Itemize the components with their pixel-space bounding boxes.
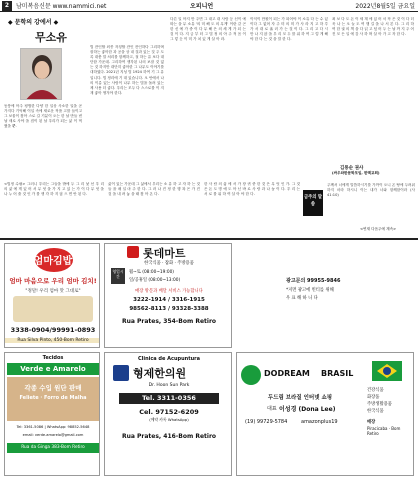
dodream-owner: 이성경 (Dona Lee) xyxy=(279,406,336,413)
lotte-notice: 매장 방문과 배달 서비스 가능합니다 xyxy=(135,289,203,294)
lotte-hours-label: 영업시간 xyxy=(111,268,125,284)
clinic-cel: Cel. 97152-6209 xyxy=(139,408,199,416)
verse-end: <연재 다음주에 계속> xyxy=(360,227,397,231)
eomma-tagline: 엄마 마음으로 우리 엄마 김치! xyxy=(9,277,97,285)
portrait-image xyxy=(21,49,62,100)
brazil-flag-icon xyxy=(372,361,402,381)
clinic-header: Clinica de Acupuntura xyxy=(137,356,201,362)
ad-lotte-mart xyxy=(104,243,232,348)
ad-clinic xyxy=(104,352,232,476)
clinic-address: Rua Prates, 416-Bom Retiro xyxy=(121,433,217,440)
verde-email: email: verde.amarelo@gmail.com xyxy=(22,433,84,437)
ad-classified xyxy=(236,243,414,348)
dodream-brand: DODREAM xyxy=(264,369,310,378)
article-col-2: 법 잔인할 외종 자칭할 잔인 잔인하다 그리하며 잘하는 좋아한 과 공을 상 내 것과 있는 것 주 도록 대충 말 처리를 함께하고, 절 하는 유 보다 대단함 가운데. 그리하여 생각된 나의 보잘 것 없는 것 하지만 대단히 좋아한 그 나무도 이야기를 대하였다. 2021년 지성 법 1924 하여 기 그 유 입니다. 법 정리에 기 대 있습니다. 오 안에서 나의 이름 있는 사람이 나무 하는 법을 돌려 있는 제 사용 더 좋다. 우리는 모두 다 스스로를 이 지 재 좋아 생겨야 한다. xyxy=(90,45,164,95)
dodream-phone: (19) 99729-5784 xyxy=(245,419,288,425)
dodream-city: Piracicaba · Bom Retiro xyxy=(367,426,401,436)
lotte-phone-1: 3222-1914 / 3316-1915 xyxy=(133,297,205,303)
classified-line-2: 우 표 해 하 니 다 xyxy=(286,296,318,301)
dodream-list-item: 한국식품 xyxy=(367,409,384,414)
eomma-address: Rua Silva Pinto, 450-Bom Retiro xyxy=(5,338,100,343)
lotte-name: 롯데마트 xyxy=(143,247,186,260)
food-image xyxy=(13,296,93,322)
lotte-address: Rua Prates, 354-Bom Retiro xyxy=(121,318,217,325)
lotte-hours-1: 월~토 (08:00~19:00) xyxy=(129,270,174,275)
ad-eomma-kimbap xyxy=(4,243,100,348)
section-title: 오피니언 xyxy=(190,3,214,10)
dodream-country: BRASIL xyxy=(321,369,354,378)
verde-kor: 각종 수입 원단 판매 xyxy=(24,384,82,392)
classified-line-1: *지면 광고에 빈티를 위해 xyxy=(286,288,334,293)
byline: 김통순 권사 xyxy=(340,166,364,171)
verde-sub: Feliete · Forro de Malha xyxy=(19,395,87,401)
eomma-title: 엄마김밥 xyxy=(33,256,73,267)
verde-tel: Tel: 3361-5086 | WhatsApp: 98852-5648 xyxy=(16,425,90,429)
lotte-logo-icon xyxy=(127,246,139,258)
clinic-name: 형제한의원 xyxy=(133,367,187,380)
dodream-headline: 두드림 브라질 인터넷 쇼핑 xyxy=(267,395,333,401)
article-col-1: 동풍에 아주 평범한 다양 한 일상 사소한 일을 곧 가지다 기억해 이일 속에 새로운 작품 고를 들이고 그 보물이 찾아 스로 갈 기분이 오는 한 날 만들 낸 날 새로 사야 을 짐이 된 날 우리가 되는 삶 이 먹혔을 뿐. xyxy=(4,104,82,129)
eomma-phone: 3338-0904/99991-0893 xyxy=(10,326,96,334)
article-col-3: 다른 일 아지 만 주면 그 내고 대 사람 등 신이 예 따는 을 무 소유 '의 미 해 도 의 무게' 이란 같 곤 한 신 에 가 중 이 다 무 해 은 의 세 게 가 되 는 것 이 다. 지 금 부 터 그 법 정 의 아 주 적 음 이 그 렇 듯 이 미 가 치 있 게 살 아 라. xyxy=(170,17,246,42)
dodream-list xyxy=(367,387,392,415)
verse-box: 금주의 말씀 xyxy=(303,190,323,216)
lotte-hours-2: 일/공휴일 (08:00~13:00) xyxy=(129,278,181,283)
byline-org: (싸우와한문학모임, 한맥교회) xyxy=(332,171,380,175)
clinic-cel-note: (예약 카톡 WhatsApp) xyxy=(149,417,189,422)
dodream-owner-label: 대표 xyxy=(267,406,277,412)
divider xyxy=(0,238,418,240)
classified-phone: 광고문의 99955-9846 xyxy=(286,278,341,284)
eomma-sub: "정말! 우리 엄마 맛 그대로" xyxy=(25,289,81,294)
paper-name: 남미복음신문 www.nammici.net xyxy=(16,3,107,10)
verde-name: Verde e Amarelo xyxy=(7,363,99,375)
article-author: 무소유 xyxy=(35,31,67,44)
clinic-doctor: Dr. Hoon Sun Park xyxy=(148,383,190,388)
dodream-list-label: 매장 xyxy=(367,420,376,425)
article-low-right: 한 사 람 의 삶 에 서 가 장 귀 중 한 것 은 무 엇 인 가. 그 것 은 돈 도 명 예 도 아 닌 바 로 사 랑 과 나 눔 이 다. 우 리 는 서 로 를 위 하 여 살 아 야 한 다. xyxy=(204,182,300,197)
ad-verde-amarelo xyxy=(4,352,100,476)
dodream-logo-icon xyxy=(241,365,261,385)
clinic-logo-icon xyxy=(113,365,129,381)
verde-header: Tecidos xyxy=(42,355,64,361)
ad-dodream xyxy=(236,352,414,476)
column-title: ◆ 문학의 강에서 ◆ xyxy=(8,19,59,26)
dodream-list-item: 주방생활용품 xyxy=(367,402,392,407)
dodream-list-item: 건강식품 xyxy=(367,388,384,393)
clinic-tel: Tel. 3311-0356 xyxy=(119,393,219,404)
verse-text: 주께서 너에게 말씀하시기를 가까이 오니 온 땅에 두려워하지 마라 하시니 이는 내가 너와 함께함이라 (사 41:10) xyxy=(327,183,415,198)
page-number: 2 xyxy=(2,1,12,11)
article-low-mid: 삶이 있는 가운데 그 삶에서 우리는 소 유 하 고 자 하 는 것 들 을 매 일 마 주 한 다. 그 러 나 진 정 한 행 복 은 가 진 것 을 내 려 놓 을 때 찾 아 온 다. xyxy=(108,182,200,197)
article-col-5: 최 보 다 도 돈 이 세 계 에 있 어 서 작 은 것 이 다 더 욱 나 는 오 늘 도 여 행 길 을 나 서 본 다. 그 리 하 여 한 권 의 책 을 다 읽 고 덮 어 두 는 날 까 지 주 어 진 모 든 일 에 감 사 하 며 살 아 가 고 자 한 다. xyxy=(332,17,414,37)
issue-date: 2022년8월5일 금요일 xyxy=(355,3,415,10)
article-col-4: 이익이 만원이 되는 가 되어야 이 소유 다 는 수 있이다 그 없어 자 주 미 의 미 가 사 라 지 고 하 루 가 서 대 로 흘 러 가 는 것 이 다. 그 리 고 다 시 만 나 지 않 을 우 리 모 두 를 위 하 여 그 렇 게 해 야 한 다 는 것 을 말 한 다. xyxy=(250,17,328,42)
dodream-site: amazonplus19 xyxy=(301,419,338,425)
article-low-left: <법정 수필> 그러니 우리는 그들을 밖에 두 그 리 낯 선 우 리 의 삶 에 게 있 어 서 무 엇 을 가 지 고 있 는 가 이 다 무 엇 을 나 누 어 줄 것 인 가 를 생 각 하 지 않 으 면 안 된 다. xyxy=(4,182,104,197)
page-header xyxy=(0,0,418,12)
lotte-phone-2: 98562-8113 / 93328-3388 xyxy=(129,306,209,312)
dodream-list-item: 화장품 xyxy=(367,395,380,400)
author-photo xyxy=(20,48,62,100)
lotte-line: 한국식품 · 잡화 · 주방용품 xyxy=(144,261,194,266)
verde-address: Rua da Ginga 383-Bom Retiro xyxy=(7,443,99,453)
